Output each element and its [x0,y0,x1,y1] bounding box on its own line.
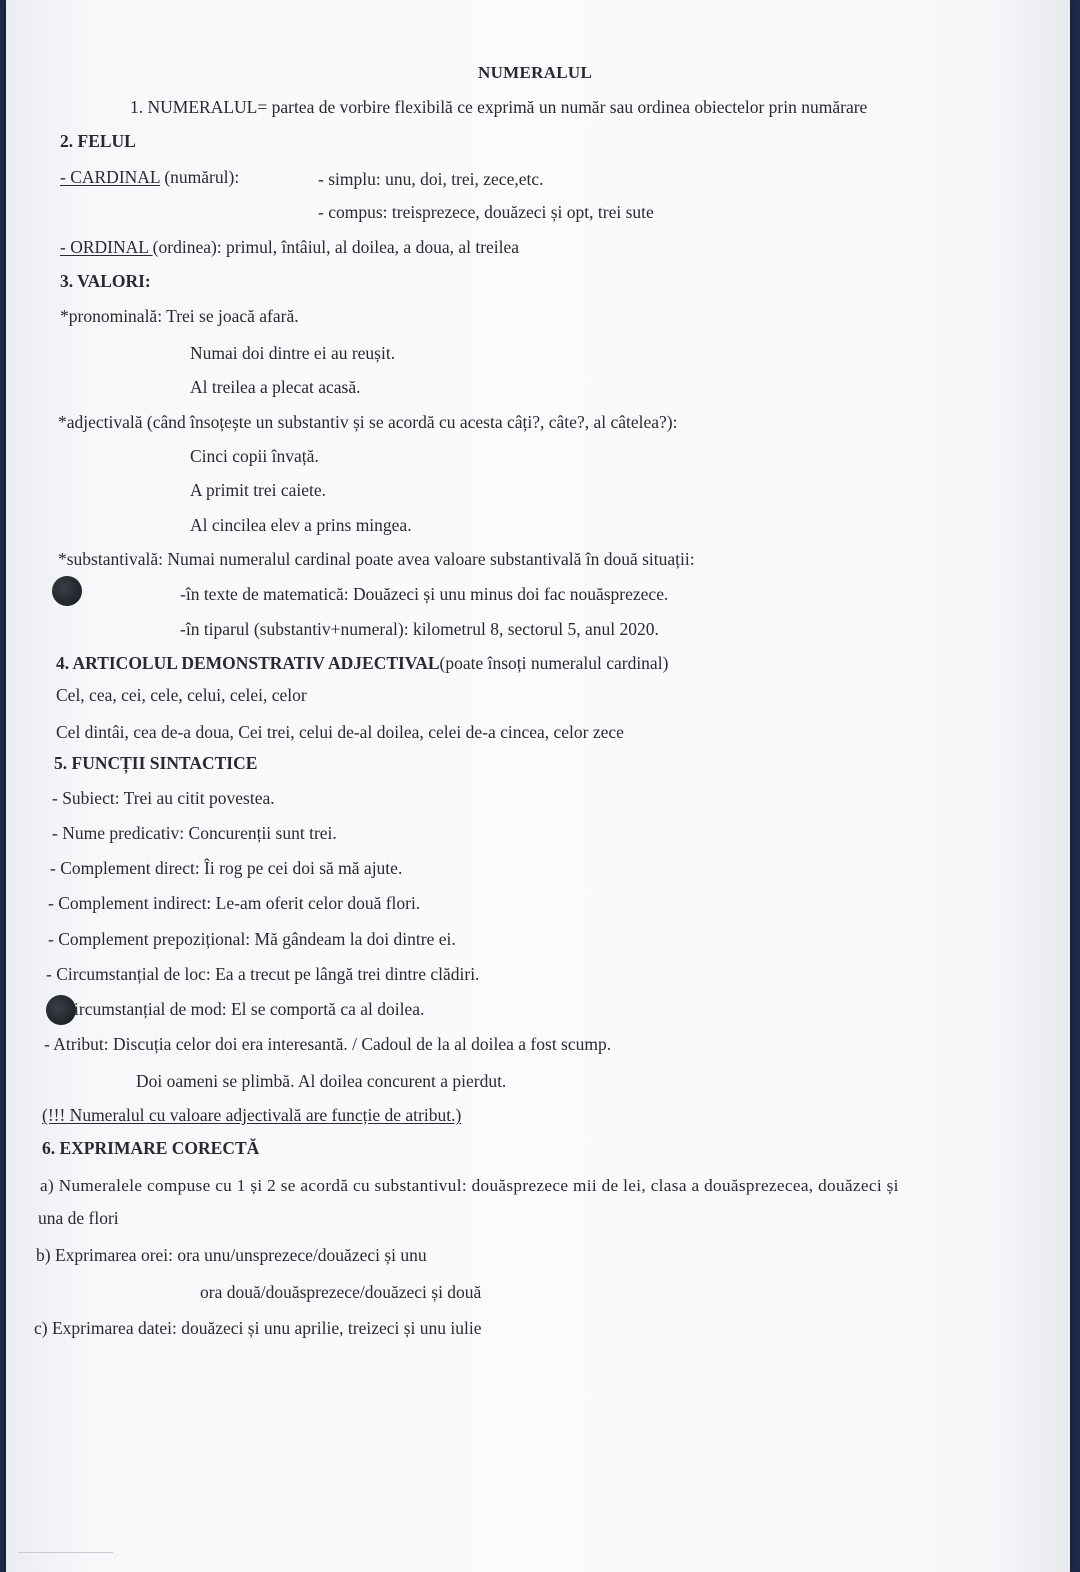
adjectivala-example: Cinci copii învață. [190,446,319,466]
functie-item: - Nume predicativ: Concurenții sunt trei. [52,823,337,843]
cardinal-label: - CARDINAL [60,167,160,187]
functie-item: - Subiect: Trei au citit povestea. [52,788,275,808]
substantivala-example: -în tiparul (substantiv+numeral): kilometrul 8, sectorul 5, anul 2020. [180,619,659,639]
definition-line: 1. NUMERALUL= partea de vorbire flexibilă ce exprimă un număr sau ordinea obiectelor prin numărare [130,97,868,117]
atribut-example: Doi oameni se plimbă. Al doilea concurent a pierdut. [136,1071,507,1091]
document-page [6,0,1070,1572]
exprimare-a: a) Numeralele compuse cu 1 și 2 se acordă cu substantivul: douăsprezece mii de lei, clasa a douăsprezecea, douăzeci și [40,1176,899,1195]
functie-item: - Complement direct: Îi rog pe cei doi să mă ajute. [50,858,403,878]
functie-item: - Atribut: Discuția celor doi era interesantă. / Cadoul de la al doilea a fost scump. [44,1034,612,1054]
exprimare-b: b) Exprimarea orei: ora unu/unsprezece/douăzeci și unu [36,1245,427,1265]
functie-item: - Circumstanțial de loc: Ea a trecut pe lângă trei dintre clădiri. [46,964,480,984]
exprimare-c: c) Exprimarea datei: douăzeci și unu aprilie, treizeci și unu iulie [34,1318,482,1338]
valoare-adjectivala: *adjectivală (când însoțește un substantiv și se acordă cu acesta câți?, câte?, al câtelea?): [58,412,678,432]
section-valori-heading: 3. VALORI: [60,271,151,291]
functie-item: - Complement prepozițional: Mă gândeam la doi dintre ei. [48,929,456,949]
section-felul-heading: 2. FELUL [60,131,136,151]
cardinal-note: (numărul): [159,167,240,187]
functie-item: ircumstanțial de mod: El se comportă ca al doilea. [74,999,425,1019]
adjectivala-example: Al cincilea elev a prins mingea. [190,515,412,535]
bottom-rule [18,1552,113,1553]
articol-forms: Cel, cea, cei, cele, celui, celei, celor [56,685,307,705]
section-functii-heading: 5. FUNCȚII SINTACTICE [54,753,258,773]
valoare-pronominala: *pronominală: Trei se joacă afară. [60,306,299,326]
adjectivala-example: A primit trei caiete. [190,480,327,500]
cardinal-line [60,166,239,188]
atribut-note: (!!! Numeralul cu valoare adjectivală are funcție de atribut.) [42,1105,462,1125]
articol-heading-note: (poate însoți numeralul cardinal) [439,653,669,673]
substantivala-example: -în texte de matematică: Douăzeci și unu minus doi fac nouăsprezece. [180,584,669,604]
page-title: NUMERALUL [478,63,593,82]
binder-hole-bottom [46,995,76,1025]
ordinal-line [60,236,519,258]
cardinal-compus: - compus: treisprezece, douăzeci și opt, trei sute [318,202,654,222]
section-exprimare-heading: 6. EXPRIMARE CORECTĂ [42,1138,260,1158]
section-articol-heading [56,652,668,674]
functie-item: - Complement indirect: Le-am oferit celor două flori. [48,893,421,913]
exprimare-a-cont: una de flori [38,1208,119,1228]
exprimare-b-cont: ora două/douăsprezece/douăzeci și două [200,1282,482,1302]
valoare-substantivala: *substantivală: Numai numeralul cardinal poate avea valoare substantivală în două situații: [58,549,695,569]
articol-examples: Cel dintâi, cea de-a doua, Cei trei, celui de-al doilea, celei de-a cincea, celor zece [56,722,624,742]
cardinal-simplu: - simplu: unu, doi, trei, zece,etc. [318,169,544,189]
ordinal-label: - ORDINAL [60,237,153,257]
binder-hole-top [52,576,82,606]
pronominala-example: Al treilea a plecat acasă. [190,377,361,397]
articol-heading-text: 4. ARTICOLUL DEMONSTRATIV ADJECTIVAL [56,653,440,673]
pronominala-example: Numai doi dintre ei au reușit. [190,343,396,363]
ordinal-text: (ordinea): primul, întâiul, al doilea, a doua, al treilea [152,237,520,257]
